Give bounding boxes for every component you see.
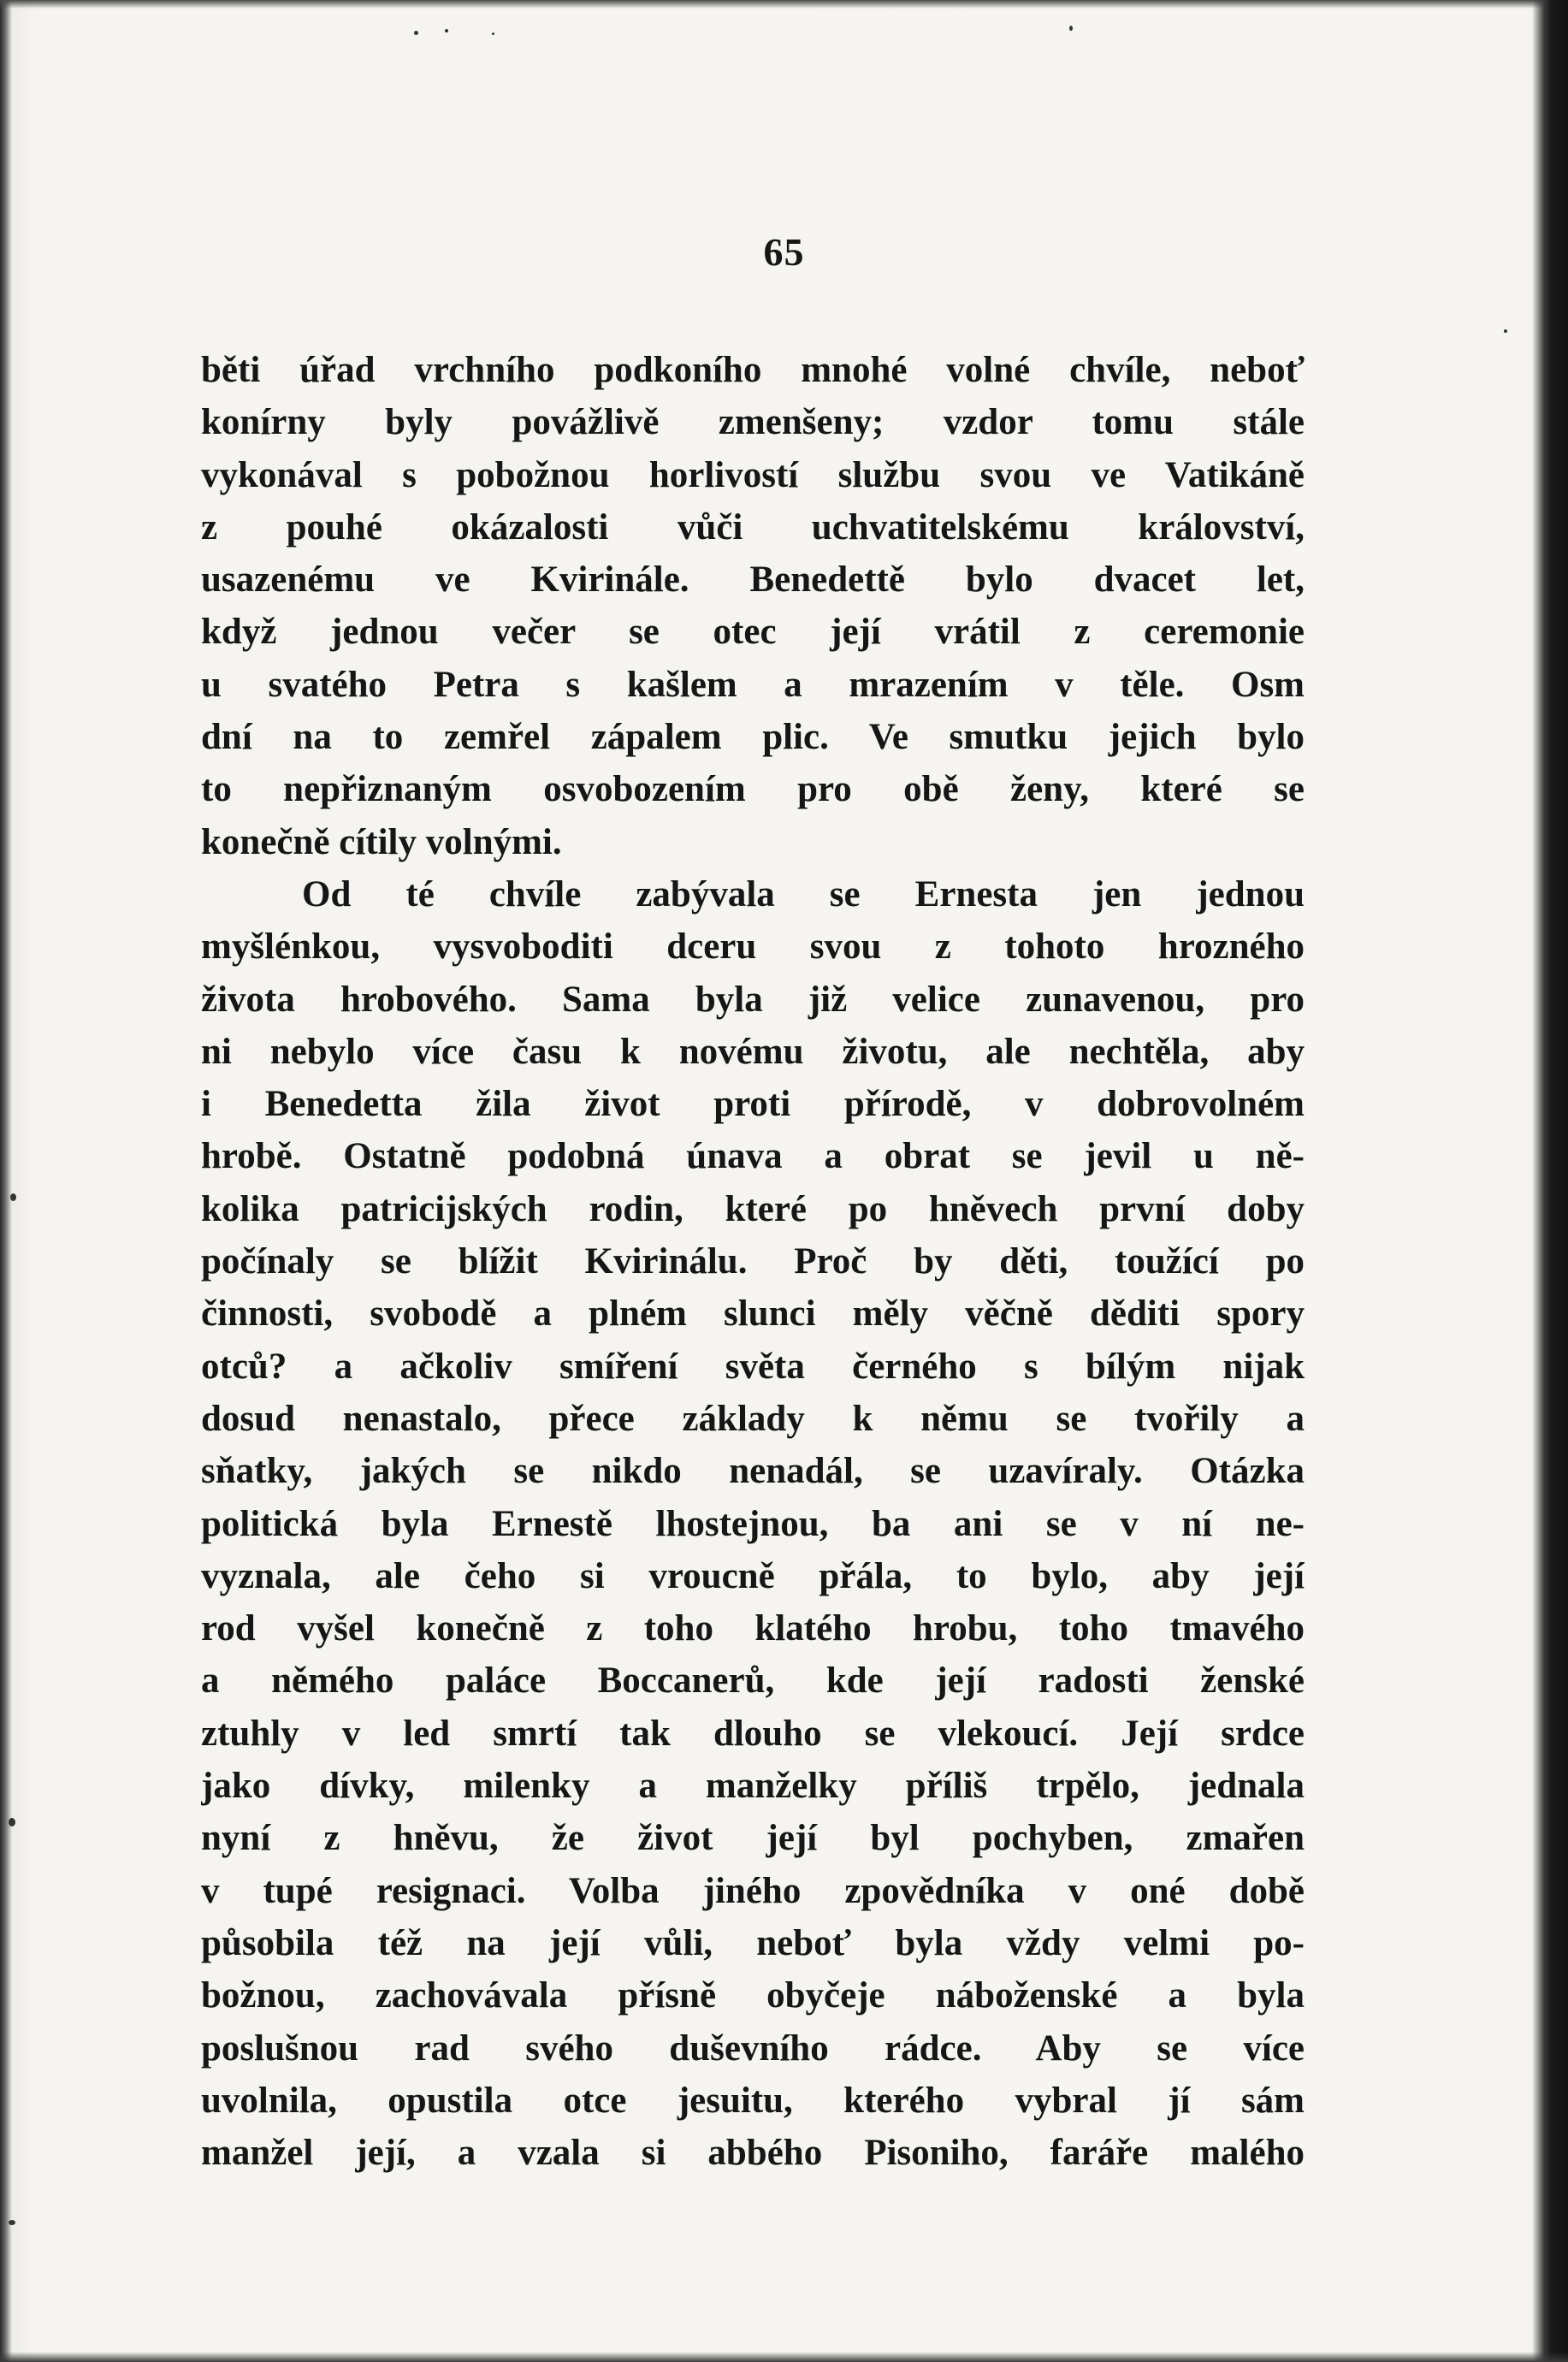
text-line: otců? a ačkoliv smíření světa černého s bílým nijak	[201, 1346, 1305, 1387]
scan-speck	[9, 1818, 15, 1826]
text-line: počínaly se blížit Kvirinálu. Proč by děti, toužící po	[201, 1241, 1305, 1282]
text-line: působila též na její vůli, neboť byla vždy velmi po-	[201, 1922, 1305, 1963]
text-line: ztuhly v led smrtí tak dlouho se vlekoucí. Její srdce	[201, 1713, 1305, 1754]
text-line: nyní z hněvu, že život její byl pochyben, zmařen	[201, 1818, 1305, 1859]
text-line: u svatého Petra s kašlem a mrazením v těle. Osm	[201, 664, 1305, 705]
text-line: to nepřiznaným osvobozením pro obě ženy, které se	[201, 769, 1305, 810]
text-line: vykonával s pobožnou horlivostí službu svou ve Vatikáně	[201, 454, 1305, 495]
page-bottom-edge-shadow	[0, 2352, 1568, 2362]
scan-speck	[445, 29, 448, 33]
text-line: činnosti, svobodě a plném slunci měly věčně děditi spory	[201, 1293, 1305, 1335]
text-line: a němého paláce Boccanerů, kde její radosti ženské	[201, 1661, 1305, 1702]
text-line: politická byla Ernestě lhostejnou, ba ani se v ní ne-	[201, 1503, 1305, 1544]
scan-speck	[414, 31, 418, 35]
text-line: božnou, zachovávala přísně obyčeje náboženské a byla	[201, 1975, 1305, 2016]
body-text	[201, 344, 1305, 2179]
page-number: 65	[763, 230, 805, 274]
text-line: rod vyšel konečně z toho klatého hrobu, toho tmavého	[201, 1608, 1305, 1649]
scan-speck	[1504, 329, 1507, 333]
text-line: z pouhé okázalosti vůči uchvatitelskému království,	[201, 506, 1305, 548]
page-left-edge-shadow	[0, 0, 12, 2362]
text-line: jako dívky, milenky a manželky příliš trpělo, jednala	[201, 1766, 1305, 1807]
scan-speck	[492, 33, 494, 35]
scan-speck	[1069, 26, 1073, 31]
text-line: když jednou večer se otec její vrátil z ceremonie	[201, 612, 1305, 653]
text-line: ni nebylo více času k novému životu, ale nechtěla, aby	[201, 1031, 1305, 1072]
text-line: Od té chvíle zabývala se Ernesta jen jednou	[302, 873, 1305, 915]
text-line: hrobě. Ostatně podobná únava a obrat se jevil u ně-	[201, 1136, 1305, 1177]
text-line: poslušnou rad svého duševního rádce. Aby se více	[201, 2028, 1305, 2069]
text-line: v tupé resignaci. Volba jiného zpovědníka v oné době	[201, 1870, 1305, 1911]
text-line: života hrobového. Sama byla již velice zunavenou, pro	[201, 979, 1305, 1020]
text-line: dosud nenastalo, přece základy k němu se tvořily a	[201, 1398, 1305, 1439]
page-top-edge-shadow	[0, 0, 1568, 9]
text-line: běti úřad vrchního podkoního mnohé volné chvíle, neboť	[201, 350, 1305, 390]
text-line: myšlénkou, vysvoboditi dceru svou z tohoto hrozného	[201, 926, 1305, 968]
text-line: kolika patricijských rodin, které po hněvech první doby	[201, 1188, 1305, 1229]
scan-speck	[9, 2220, 15, 2225]
text-line: konírny byly povážlivě zmenšeny; vzdor tomu stále	[201, 402, 1305, 443]
text-line: dní na to zemřel zápalem plic. Ve smutku jejich bylo	[201, 717, 1305, 758]
text-line: i Benedetta žila život proti přírodě, v dobrovolném	[201, 1084, 1305, 1125]
scan-speck	[10, 1193, 16, 1201]
text-line: konečně cítily volnými.	[201, 821, 562, 862]
page-right-edge-shadow	[1532, 0, 1568, 2362]
text-line: sňatky, jakých se nikdo nenadál, se uzavíraly. Otázka	[201, 1451, 1305, 1492]
text-line: vyznala, ale čeho si vroucně přála, to bylo, aby její	[201, 1555, 1305, 1596]
text-line: usazenému ve Kvirinále. Benedettě bylo dvacet let,	[201, 559, 1305, 601]
text-line: uvolnila, opustila otce jesuitu, kterého vybral jí sám	[201, 2080, 1305, 2121]
text-line: manžel její, a vzala si abbého Pisoniho, faráře malého	[201, 2133, 1305, 2174]
